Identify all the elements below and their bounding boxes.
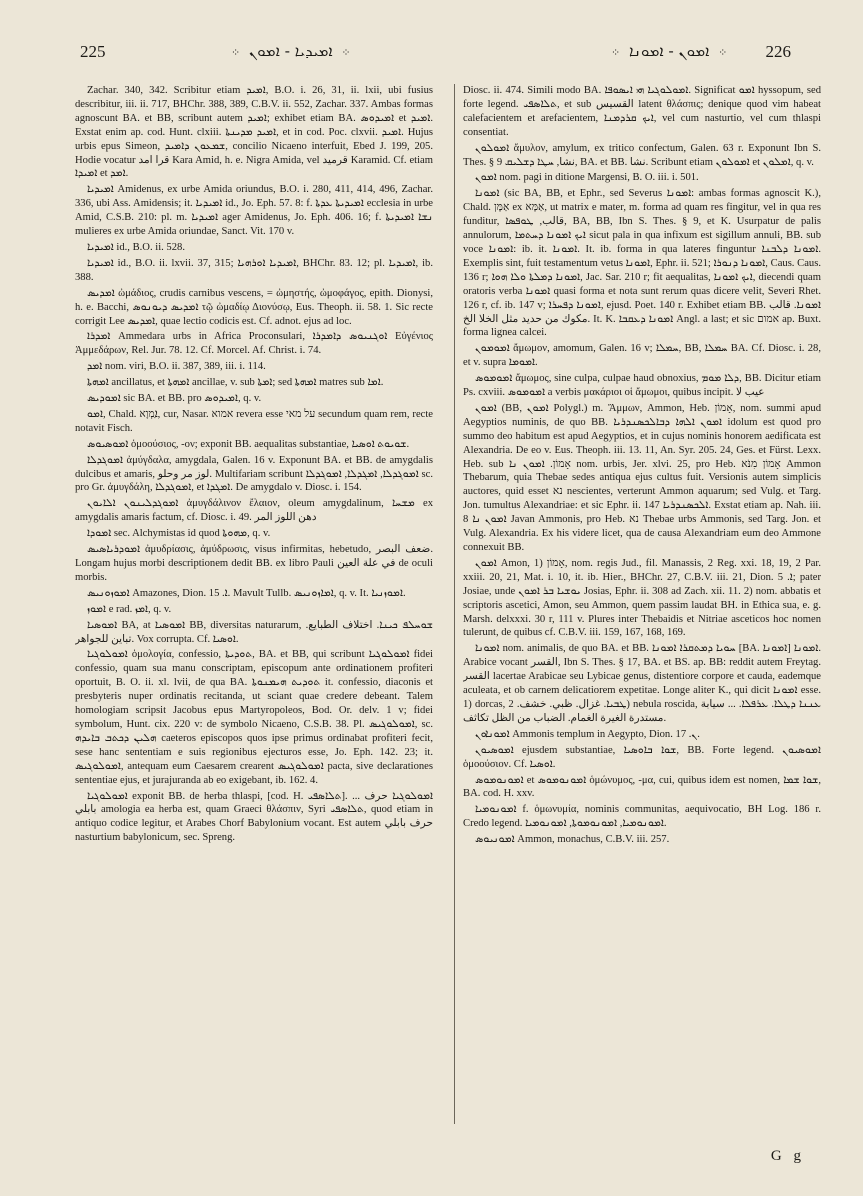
dictionary-entry: ܐܡܘ, Chald. ܐַמְוָא, cur, Nasar. אמוא revera esse על מאי secundum quam rem, recte notavit Fisch. xyxy=(75,408,433,434)
dictionary-entry: ܐܡܘܢܐܘܢ Ammonis templum in Aegypto, Dion. ܢ. 17. xyxy=(475,728,700,740)
dictionary-entry: ܐܡܘܢܘܡܝܐ f. ὁμωνυμία, nominis communitas, aequivocatio, BH Log. 186 r. Credo legend. ܐܡܘܢܘܡܝܐ, ܐܡܘܢܘܡܘܬܐ, ܐܡܘܢܘܡܝܐ. xyxy=(463,804,821,830)
dictionary-entry: ܐܡܘܓܕܠܝܢܘܢ ܐܠܐܝܘܢ ἀμυγδάλινον ἔλαιον, oleum amygdalinum, ܡܫܚܐ ex amygdalis amaris factum, cf. Diosc. i. 49. دهن اللوز المر xyxy=(75,498,433,524)
dictionary-entry: ܐܡܝܕܝܐ Amidenus, ex urbe Amida oriundus, B.O. i. 280, 411, 414, 496, Zachar. 336, ubi Ass. Amidensis; it. ܐܡܝܕܝܐ id., Jo. Eph. 57. 8: f. ܐܡܝܕܝܬܐ ܥܕܬܐ ecclesia in urbe Amid, C.S.B. 210: pl. m. ܐܡܝܕܝܐ ager Amidenus, Jo. Eph. 406. 16; f. ܢܫܐ ܐܡܝܕܝܬܐ mulieres ex urbe Amida oriundae, Sanct. Vit. 170 v. xyxy=(75,184,433,238)
left-running-title-text: ܐܡܝܕܝܐ - ܐܡܘܢ xyxy=(249,42,333,60)
dictionary-entry: ܐܡܘܢܘܡܘܣ et ܐܡܘܢܘܡܘܣ ὁμώνυμος, -μα, cui, quibus idem est nomen, ܫܘܐ ܫܡܐ, BA. cod. H. xxv. xyxy=(463,774,821,800)
dictionary-entry: ܐܡܝܕܝܐ id., B.O. ii. lxvii. 37, 315; ܐܡܝܕܝܐ ܐܘܪܗܝܐ, BHChr. 83. 12; pl. ܐܡܝܕܝܐ, ib. 388. xyxy=(75,257,433,283)
dictionary-entry: ܐܡܕܪܐ Ammedara urbs in Africa Proconsulari, ܐܘܓܢܝܘܣ ܕܐܡܕܪܐ Εὐγένιος Ἀμμεδάρων, Rel. Jur. 78. 12. Cf. Morcel. Af. Christ. i. 74. xyxy=(75,331,433,357)
dictionary-entry: Diosc. ii. 474. Simili modo BA. ܐܡܘܠܘܓܝܐ ܗܝ ܐܝܣܘܦܐ. Significat ܐܡܘ hyssopum, sed forte legend. ܬܠܐܣܦܝ, et sub القسيس latent θλάσπις; denique quod vim habeat calefacientem et arefacientem, ܐܝܟ ܩܪܕܡܢܐ, vel cum nasturtio, vel cum thlaspi consentiat. xyxy=(463,85,821,138)
right-running-title xyxy=(607,42,731,60)
dictionary-entry: ܐܡܘܢܐ (sic BA, BB, et Ephr., sed Severus ܐܡܘܢܐ: ambas formas agnoscit K.), Chald. אַמָּן ex אַמָּא, ut matrix e mater, m. forma ad quam res fingitur, vel in qua res funditur, قالب, ܛܘܦܣܐ, BA, BB, Ibn S. Thes. § 9, et K. Usurpatur de palis annulorum, ܐܝܟ ܐܡܘܢܐ ܕܚܬܡܐ sicut pala in qua infixum est sigillum annuli, BB. sub voce ܐܡܘܢܐ: ib. it. ܐܡܘܢܐ. It. ib. forma in qua lateres finguntur ܐܡܘܢܐ ܕܠܒܢܐ. Exemplis sint, fuit testamentum vetus ܐܡܘܢܐ, Ephr. ii. 521; ܐܡܘܢܐ ܕܢܘܪܐ, Caus. Caus. 136 r; ܐܡܘܢܐ ܕܡܠܬܐ ܘܠܐ ܗܘܐ, Jac. Sar. 210 r; fit aequalitas, ܐܝܟ ܐܡܘܢܐ, diecendi quam oratoris verba ܐܡܘܢܐ quasi forma et nota sunt rerum quas dicere velit, Severi Rhet. 126 r, cf. ib. 147 v; ܐܡܘܢܐ ܕܦܚܪܐ, ejusd. Poet. 140 r. Exhibet etiam BB. ܐܡܘܢܐ. قالب مكوك من حديد مثل الخلا الخ. It. K. ܐܡܘܢܐ ܕܥܩܒܐ Angl. a last; et sic אמום ap. Buxt. forma lignea calcei. xyxy=(463,188,821,339)
dictionary-entry: ܐܡܘܕܪܝܐܣܝܣ ἀμυδρίασις, ἀμύδρωσις, visus infirmitas, hebetudo, ضعف البصر. Longam hujus morbi descriptionem dedit BB. ex libro Pauli في علة العين de oculi morbis. xyxy=(75,544,433,583)
dictionary-entry: ܐܡܕ nom. viri, B.O. ii. 387, 389, iii. i. 114. xyxy=(87,361,266,373)
dictionary-entry: ܐܡܘܙ e rad. ܐܡܙ, q. v. xyxy=(87,603,172,615)
dictionary-entry: ܐܡܘܠܘܓܝܐ exponit BB. de herba thlaspi, [cod. H. ܬܠܐܣܦܝ]. ... ܐܡܘܠܘܓܝܐ حرف بابلي amologia ea herba est, quam Graeci θλάσπιν, Syri ܬܠܐܣܦܝ, quod etiam in antiquo codice legitur, et Arabes Chorf Babylonium vocant. Est autem حرف بابلي nasturtium babylonicum, sec. Spreng. xyxy=(75,790,433,844)
dictionary-entry: ܐܡܘܙܘܢܝܣ Amazones, Dion. ܐ. 15. Mavult Tullb. ܐܡܐܙܘܢܝܣ, q. v. It. ܐܡܘܙܢܝܐ. xyxy=(87,587,406,599)
dictionary-entry: ܐܡܝܕܝܐ id., B.O. ii. 528. xyxy=(87,241,185,253)
dictionary-entry: ܐܡܗܬܐ ancillatus, et ܐܡܗܬܐ ancillae, v. sub ܐܡܬܐ; sed ܐܡܗܬܐ matres sub ܐܡܐ. xyxy=(87,377,384,389)
text-columns xyxy=(75,84,821,1144)
ornament-icon: ⁘ xyxy=(341,46,351,59)
right-page-number: 226 xyxy=(765,42,791,61)
dictionary-entry: ܐܡܘܢ (BB, ܐܡܘܢ Polygl.) m. Ἄμμων, Ammon, Heb. אָמוֹן, nom. summi apud Aegyptios numinis, de quo BB. ܐܡܘܢ ܐܠܗܐ ܕܒܐܠܟܣܢܕܪܝܐ idolum est quod pro summo deo habitum est apud Aegyptios, et in cujus nominis honorem aedificata est Alexandria. De eo v. Eus. Theoph. iii. 13. 11, An. Syr. 205. 24, Ges. et Fürst. Lexx. Heb. sub אָמוֹן. ܐܡܘܢ ܢܐ nom. urbis, Jer. xlvi. 25, pro Heb. אָמוֹן מִנֹּא Ammon Thebarum, quia Thebae sedes antiqua ejus cultus fuit. Versionis autem simplicis auctores, quid esset נא nescientes, verterunt Ammon aquarum; sed Vulg. et Targ. Jon. tumultus Alexandriae: et sic Ephr. ii. 147 ܐܠܟܣܢܕܪܝܐ. Exstat etiam ap. Nah. iii. 8 ܐܡܘܢ ܢܐ Javan Ammonis, pro Heb. נא Thebae urbs Ammonis, sed Targ. Jon. et Vulg. Alexandria. Ex his videre licet, qua de causa Alexandriam eum deo Ammone connexuit BB. xyxy=(463,402,821,553)
dictionary-entry: ܐܡܘܣܝܘܢ ejusdem substantiae, ܫܘܐ ܒܐܘܣܝܐ, BB. Forte legend. ܐܡܘܣܝܘܢ ὁμοούσιον. Cf. ܐܘܣܝܐ. xyxy=(463,744,821,770)
dictionary-entry: Zachar. 340, 342. Scribitur etiam ܐܡܝܕ, B.O. i. 26, 31, ii. lxii, ubi fusius describitur, iii. ii. 717, BHChr. 388, 389, C.B.V. ii. 552, Zachar. 337. Ambas formas agnoscunt BA. et BB, scribunt autem ܐܡܝܕ; exhibet etiam BA. ܐܡܝܕܘܣ et ܐܡܝܕ. Exstat enim ap. cod. Hunt. clxiii. ܐܡܝܕ ܡܕܝܢܬܐ, et in cod. Poc. clxvii. ܐܡܝܕ. Hujus urbis epus Simeon, ܫܡܥܘܢ ܕܐܡܝܕ, concilio Nicaeno interfuit, Ebed J. 199, 205. Hodie vocatur قرا امد Kara Amid, h. e. Nigra Amida, vel قرميد Karamid. Cf. etiam ܐܡܝܕܐ et ܐܡܕ. xyxy=(75,85,433,180)
ornament-icon: ⁘ xyxy=(231,46,241,59)
dictionary-entry: ܐܡܘܢܐ nom. animalis, de quo BA. et BB. ܚܘܝܐ ܕܡܬܩܪܐ ܐܡܘܢܐ [BA. ܐܡܘܢܐ] ܐܡܘܢܐ. Arabice vocant القسر, Ibn S. Thes. § 17, BA. et BS. ap. BB: reddit autem Freytag. القسر lacertae Arabicae seu Lybicae genus, distentiore corpore et cauda, eademque aculeata, et ob carnem delicatiorem expetitae. Longe aliter K., qui dicit ܐܡܘܢܐ esse. 1) dorcas, ܛܒܝܐ. غزال. ظبي. خشف. 2) nebula roscida, ܥܢܢܐ ܕܛܠܐ. ܥܪܦܠܐ. ... سيابة مستدرة الغيرة الغمام. الضباب من الظل تكاثف. xyxy=(463,643,821,724)
dictionary-entry: ܐܡܘܢ Amon, 1) אָמוֹן, nom. regis Jud., fil. Manassis, 2 Reg. xxi. 18, 19, 2 Par. xxiii. 20, 21, Mat. i. 10, it. ib. Hier., BHChr. 27, C.B.V. iii. 21, Dion. ܐ. 5; pater Josiae, unde ܝܘܫܝܐ ܒܪ ܐܡܘܢ Josias, Ephr. ii. 308 ad Zach. xii. 11. 2) nom. abbatis et scriptoris ascetici, Amon, seu Ammon, quem passim laudat BH. in Ethica sua, e. g. Marsh. delxxxi. 30 r, 111 v. Plures inter Thebaidis et Nitriae asceticos hoc nomen tulerunt, de quibus cf. C.B.V. iii. 159, 167, 168, 169. xyxy=(463,557,821,639)
dictionary-entry: ܐܡܘܣܝܘܣ ὁμοούσιος, -ον; exponit BB. aequalitas substantiae, ܫܘܝܘܬ ܐܘܣܝܐ. xyxy=(87,438,410,450)
left-running-title xyxy=(227,42,355,60)
signature-mark: G g xyxy=(770,1148,805,1164)
left-page-number: 225 xyxy=(80,42,106,61)
right-running-title-text: ܐܡܘܢ - ܐܡܘܢܐ xyxy=(629,42,710,60)
dictionary-entry: ܐܡܘܠܘܢ ἄμυλον, amylum, ex tritico confectum, Galen. 63 r. Exponunt Ibn S. Thes. § 9 نشا, ܚܛܐ ܕܫܠܝܩ, BA. et BB. نشا. Scribunt etiam ܐܡܘܠܘܢ et ܐܡܠܘܢ, q. v. xyxy=(463,142,821,168)
ornament-icon: ⁘ xyxy=(718,46,728,59)
dictionary-entry: ܐܡܘܓܕܠܐ ἀμύγδαλα, amygdala, Galen. 16 v. Exponunt BA. et BB. de amygdalis dulcibus et amaris, لوز مر وحلو. Multifariam scribunt ܐܡܘܓܕܠܐ, ܐܡܓܕܠܐ, ܐܡܘܓܕܠܐ sc. pro Gr. ἀμυγδάλη, ܐܡܘܓܕܠܐ, et ܐܡܓܕܐ. De amygdalo v. Diosc. i. 154. xyxy=(75,454,433,494)
dictionary-entry: ܐܡܘܕܐ sec. Alchymistas id quod ܡܗܘܬܐ, q. v. xyxy=(87,528,271,540)
page-header xyxy=(52,34,817,60)
right-column xyxy=(463,84,821,1144)
dictionary-entry: ܐܡܘܠܘܓܝܐ ὁμολογία, confessio, ܬܘܕܝܬܐ, BA. et BB, qui scribunt ܐܡܘܠܘܓܝܐ fidei confessio, quam sua manu conscriptam, episcopum ante ordinationem profiteri oportuit, B. O. ii. xl. lvii, de qua BA. ܬܘܕܝܬ ܗܝܡܢܘܬܐ it. confessio, diaconis et presbyteris nuper ordinatis recitanda, ut sciant quae credere debeant. Talem homologiam scripsit Jacobus epus Martyropoleos, Bod. Or. delv. 1 v; fidei symbolum, Hunt. cix. 220 v: de symbolo Nicaeno, C.S.B. 38. Pl. ܐܡܘܠܘܓܝܣ, sc. ܗܠܝܢ ܕܟܬܒ ܒܐܝܕܗ caeteros episcopos quos ipse primus ordinabat profiteri fecit, sese hanc sententiam e suis regionibus ejecturos esse, Jo. Eph. 142. 23; it. ܐܡܘܠܘܓܝܣ, antequam eum Caesarem crearent ܐܡܘܠܘܓܝܣ pacta, sive declarationes sententiae ejus, et jurajuranda ab eo exigebant, ib. 162. 4. xyxy=(75,649,433,786)
dictionary-entry: ܐܡܘܕܝܣ sic BA. et BB. pro ܐܡܝܕܘܣ, q. v. xyxy=(87,393,262,405)
dictionary-entry: ܐܡܘܣܝܐ BA, at ܐܡܘܣܝܐ BB, diversitas naturarum, ܫܘܚܠܦ ܟܝܢܐ. اختلاف الطبايع. تباين للجواهر. Vox corrupta. Cf. ܐܘܣܝܐ. xyxy=(75,619,433,645)
dictionary-entry: ܐܡܘܡܘܢ ἄμωμον, amomum, Galen. 16 v; ܚܡܠܐ, BB, ܚܡܠܐ BA. Cf. Diosc. i. 28, et v. supra ܐܡܘܡܐ. xyxy=(463,343,821,369)
dictionary-entry: ܐܡܘܢ nom. pagi in ditione Margensi, B. O. iii. i. 501. xyxy=(475,172,699,184)
left-column xyxy=(75,84,433,1144)
dictionary-entry: ܐܡܘܡܘܣ ἄμωμος, sine culpa, culpae haud obnoxius, ܕܠܐ ܡܘܡ, BB. Dicitur etiam Ps. cxviii. ܐܡܘܡܘܣ a verbis μακάριοι οἱ ἄμωμοι, quibus incipit. عيب لا xyxy=(463,373,821,399)
dictionary-entry: ܐܡܕܝܣ ὠμάδιος, crudis carnibus vescens, = ὠμηστής, ὠμοφάγος, epith. Dionysi, h. e. Bacchi, ܐܡܕܝܣ ܕܝܘܢܘܣ τῷ ὠμαδίῳ Διονύσῳ, Eus. Theoph. ii. 58. 1. Sic recte corrigit Lee ܐܡܕܝܣ, quae lectio codicis est. Cf. adnot. ejus ad loc. xyxy=(75,287,433,327)
ornament-icon: ⁘ xyxy=(611,46,621,59)
dictionary-entry: ܐܡܘܢܝܘܣ Ammon, monachus, C.B.V. iii. 257. xyxy=(475,834,670,846)
